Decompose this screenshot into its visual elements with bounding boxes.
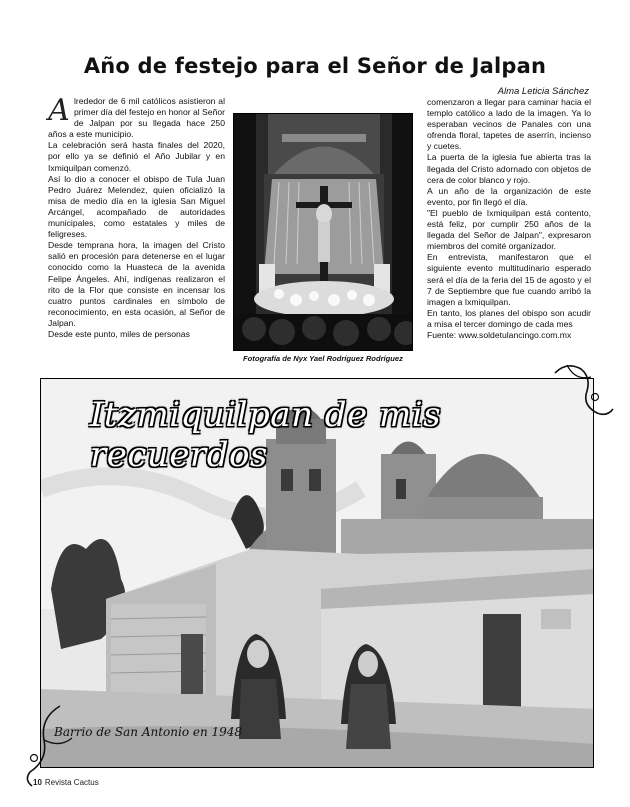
- paragraph: lrededor de 6 mil católicos asistieron al primer día del festejo en honor al Señor de Jalpan por su llegada hace 250 años a este municipio.: [48, 96, 225, 140]
- page-number: 10: [33, 778, 42, 787]
- publication-name: Revista Cactus: [44, 778, 99, 787]
- paragraph: En entrevista, manifestaron que el siguiente evento multitudinario esperado será el día de la feria del 15 de agosto y el 7 de Septiembre que fue cuando arribó la imagen a Ixmiquilpan.: [427, 252, 591, 307]
- paragraph: La celebración será hasta finales del 2020, por ello ya se definió el Año Jubilar y en Ixmiquilpan comenzó.: [48, 140, 225, 173]
- photo-caption: Fotografía de Nyx Yael Rodríguez Rodríguez: [243, 354, 403, 363]
- corner-flourish-icon: [20, 700, 80, 790]
- cristo-photo: [233, 113, 413, 351]
- paragraph: comenzaron a llegar para caminar hacia el templo católico a lado de la imagen. Ya lo esperaban vecinos de Panales con una ofrenda floral, tapetes de aserrín, incienso y cuetes.: [427, 97, 591, 152]
- article-author: Alma Leticia Sánchez: [497, 86, 589, 97]
- drop-cap: A: [48, 93, 70, 128]
- paragraph: La puerta de la iglesia fue abierta tras la llegada del Cristo adornado con objetos de cera de color blanco y rojo.: [427, 152, 591, 185]
- article-column-right: [427, 97, 591, 341]
- source-line: Fuente: www.soldetulancingo.com.mx: [427, 329, 572, 340]
- feature-caption: Barrio de San Antonio en 1948: [54, 725, 243, 739]
- paragraph: En tanto, los planes del obispo son acudir a misa el tercer domingo de cada mes: [427, 307, 591, 329]
- page-footer: [33, 778, 99, 787]
- paragraph: Así lo dio a conocer el obispo de Tula Juan Pedro Juárez Melendez, quien oficializó la misa de medio día en la iglesia San Miguel Arcángel, acompañado de autoridades municipales, como estatales y miles de feligreses.: [48, 173, 225, 240]
- article-column-left: [48, 93, 225, 340]
- paragraph: Desde temprana hora, la imagen del Cristo salió en procesión para detenerse en el lugar conocido como la Huasteca de la avenida Felipe Ángeles. Ahí, indígenas realizaron el rito de la Flor que consiste en incensar los cuatro puntos cardinales en símbolo de reconocimiento, en esta ocasión, al Señor de Jalpan.: [48, 240, 225, 328]
- feature-title: Itzmiquilpan de mis recuerdos: [90, 395, 442, 475]
- paragraph: Desde este punto, miles de personas: [48, 328, 190, 339]
- paragraph: A un año de la organización de este evento, por fin llegó el día.: [427, 185, 591, 207]
- paragraph: "El pueblo de Ixmiquilpan está contento, está feliz, por cumplir 250 años de la llegada del Señor de Jalpan", expresaron miembros del comité organizador.: [427, 207, 591, 252]
- article-title: Año de festejo para el Señor de Jalpan: [83, 54, 547, 78]
- altar-illustration: [234, 114, 413, 351]
